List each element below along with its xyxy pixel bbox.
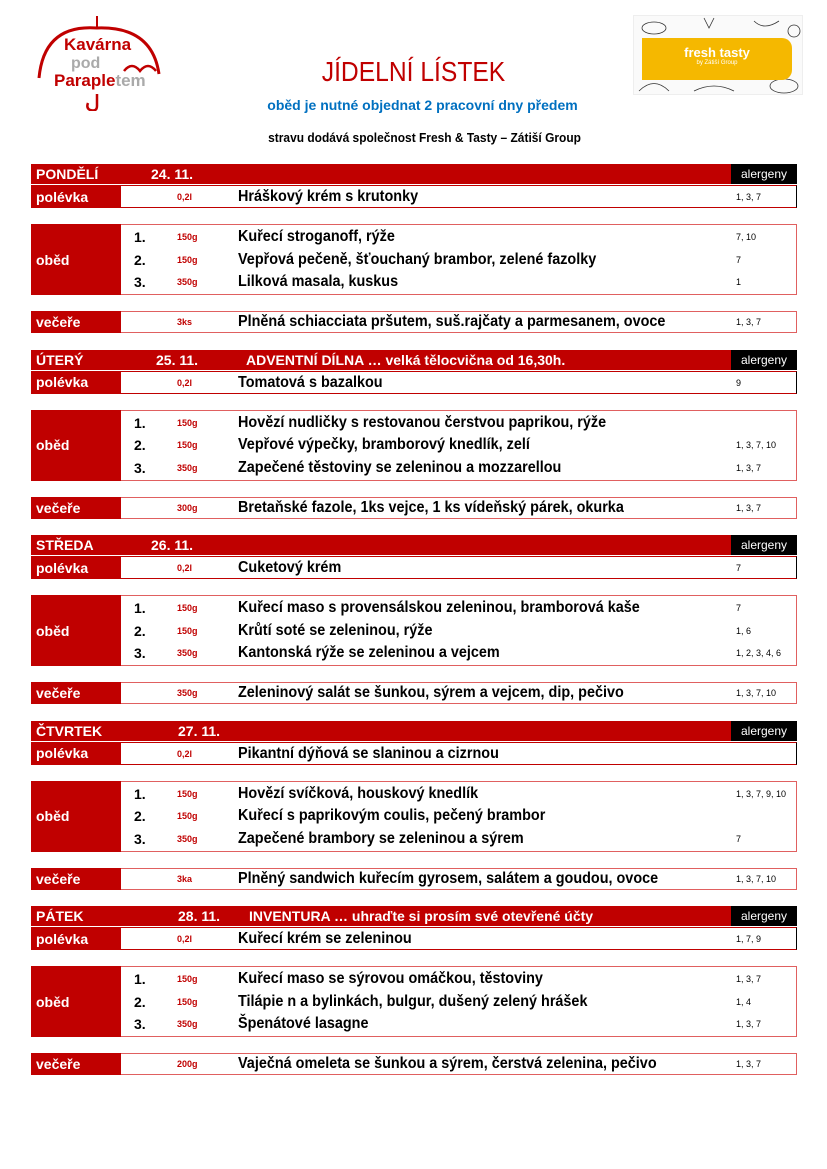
dish-name: Tilápie n a bylinkách, bulgur, dušený zelený hrášek bbox=[238, 992, 588, 1010]
portion-size: 0,2l bbox=[177, 748, 193, 759]
dish-name: Krůtí soté se zeleninou, rýže bbox=[238, 621, 433, 639]
menu-line bbox=[32, 642, 798, 664]
item-number: 3. bbox=[134, 274, 146, 290]
day-header bbox=[31, 906, 731, 926]
dish-name: Hráškový krém s krutonky bbox=[238, 188, 419, 205]
menu-line bbox=[32, 805, 798, 827]
menu-line bbox=[32, 186, 798, 208]
menu-line bbox=[32, 828, 798, 850]
order-notice: oběd je nutné objednat 2 pracovní dny předem bbox=[267, 97, 578, 113]
lunch-row bbox=[31, 966, 797, 1037]
menu-line bbox=[32, 557, 798, 579]
lunch-row bbox=[31, 224, 797, 295]
allergen-codes: 7, 10 bbox=[736, 232, 757, 242]
dish-name: Kantonská rýže se zeleninou a vejcem bbox=[238, 644, 500, 661]
day-header bbox=[31, 350, 731, 370]
day-date: 26. 11. bbox=[151, 537, 194, 553]
lunch-label: oběd bbox=[31, 224, 121, 295]
soup-row bbox=[31, 185, 797, 208]
item-number: 3. bbox=[134, 830, 146, 847]
portion-size: 150g bbox=[177, 974, 198, 984]
dish-name: Vepřová pečeně, šťouchaný brambor, zelené fazolky bbox=[238, 250, 597, 268]
lunch-row bbox=[31, 595, 797, 666]
menu-line bbox=[32, 1013, 798, 1035]
item-number: 3. bbox=[134, 645, 146, 661]
dish-name: Kuřecí maso s provensálskou zeleninou, bramborová kaše bbox=[238, 599, 640, 616]
menu-line bbox=[32, 968, 798, 990]
dish-name: Špenátové lasagne bbox=[238, 1015, 369, 1032]
dish-name: Plněná schiacciata pršutem, suš.rajčaty a parmesanem, ovoce bbox=[238, 313, 666, 330]
item-number: 3. bbox=[134, 459, 146, 476]
day-header bbox=[31, 535, 731, 555]
allergen-codes: 7 bbox=[736, 603, 742, 613]
day-date: 27. 11. bbox=[178, 722, 221, 739]
portion-size: 350g bbox=[177, 277, 198, 287]
portion-size: 150g bbox=[177, 232, 198, 242]
allergen-codes: 7 bbox=[736, 563, 742, 573]
day-header bbox=[31, 721, 731, 741]
day-name: PÁTEK bbox=[36, 908, 84, 924]
menu-line bbox=[32, 311, 798, 333]
portion-size: 300g bbox=[177, 502, 198, 513]
fresh-tasty-badge: fresh tasty by Zátiší Group bbox=[642, 38, 792, 80]
soup-label: polévka bbox=[31, 185, 121, 208]
dish-name: Zapečené těstoviny se zeleninou a mozzarellou bbox=[238, 458, 562, 476]
dish-name: Kuřecí s paprikovým coulis, pečený brambor bbox=[238, 807, 546, 824]
day-name: ÚTERÝ bbox=[36, 351, 84, 368]
menu-line bbox=[32, 783, 798, 805]
soup-row bbox=[31, 371, 797, 394]
day-date: 24. 11. bbox=[151, 166, 194, 182]
allergen-codes: 1, 2, 3, 4, 6 bbox=[736, 648, 782, 658]
allergen-codes: 1, 3, 7 bbox=[736, 502, 762, 513]
menu-line bbox=[32, 928, 798, 950]
dinner-row bbox=[31, 311, 797, 333]
portion-size: 150g bbox=[177, 603, 198, 613]
dinner-label: večeře bbox=[31, 497, 121, 519]
portion-size: 150g bbox=[177, 811, 198, 821]
portion-size: 0,2l bbox=[177, 934, 193, 944]
portion-size: 350g bbox=[177, 462, 198, 473]
allergen-codes: 1, 4 bbox=[736, 996, 752, 1007]
allergen-codes: 1, 3, 7, 10 bbox=[736, 873, 777, 884]
dinner-row bbox=[31, 682, 797, 704]
allergen-codes: 1, 3, 7 bbox=[736, 1059, 762, 1069]
soup-label: polévka bbox=[31, 927, 121, 950]
dinner-label: večeře bbox=[31, 1053, 121, 1075]
portion-size: 0,2l bbox=[177, 192, 193, 202]
menu-line bbox=[32, 434, 798, 456]
menu-line bbox=[32, 372, 798, 394]
menu-line bbox=[32, 412, 798, 434]
dish-name: Vepřové výpečky, bramborový knedlík, zelí bbox=[238, 436, 530, 453]
soup-row bbox=[31, 927, 797, 950]
dish-name: Kuřecí stroganoff, rýže bbox=[238, 228, 395, 245]
item-number: 1. bbox=[134, 600, 146, 616]
lunch-label: oběd bbox=[31, 595, 121, 666]
allergen-codes: 1, 3, 7 bbox=[736, 317, 762, 327]
allergen-codes: 1, 3, 7, 10 bbox=[736, 440, 777, 450]
portion-size: 150g bbox=[177, 996, 198, 1007]
soup-row bbox=[31, 742, 797, 765]
item-number: 2. bbox=[134, 251, 146, 268]
allergens-header: alergeny bbox=[731, 164, 797, 184]
portion-size: 0,2l bbox=[177, 377, 193, 388]
allergen-codes: 1, 3, 7 bbox=[736, 192, 762, 202]
portion-size: 150g bbox=[177, 440, 198, 450]
day-name: ČTVRTEK bbox=[36, 722, 103, 739]
allergen-codes: 1, 3, 7 bbox=[736, 974, 762, 984]
dinner-row bbox=[31, 868, 797, 890]
dish-name: Tomatová s bazalkou bbox=[238, 373, 383, 391]
menu-line bbox=[32, 743, 798, 765]
dinner-row bbox=[31, 1053, 797, 1075]
menu-line bbox=[32, 868, 798, 890]
menu-line bbox=[32, 1053, 798, 1075]
lunch-row bbox=[31, 410, 797, 481]
soup-label: polévka bbox=[31, 742, 121, 765]
allergen-codes: 1 bbox=[736, 277, 742, 287]
day-name: PONDĚLÍ bbox=[36, 166, 99, 182]
allergen-codes: 1, 7, 9 bbox=[736, 934, 762, 944]
portion-size: 350g bbox=[177, 1019, 198, 1029]
dish-name: Bretaňské fazole, 1ks vejce, 1 ks vídeňský párek, okurka bbox=[238, 498, 624, 516]
dish-name: Lilková masala, kuskus bbox=[238, 273, 399, 290]
portion-size: 0,2l bbox=[177, 563, 193, 573]
lunch-label: oběd bbox=[31, 410, 121, 481]
svg-text:Parapletem: Parapletem bbox=[54, 71, 146, 90]
portion-size: 3ka bbox=[177, 873, 193, 884]
lunch-label: oběd bbox=[31, 966, 121, 1037]
portion-size: 200g bbox=[177, 1059, 198, 1069]
day-note: INVENTURA … uhraďte si prosím své otevřené účty bbox=[249, 908, 594, 924]
portion-size: 3ks bbox=[177, 317, 193, 327]
menu-line bbox=[32, 682, 798, 704]
svg-text:Kavárna: Kavárna bbox=[64, 35, 132, 54]
item-number: 2. bbox=[134, 808, 146, 824]
soup-label: polévka bbox=[31, 371, 121, 394]
day-date: 28. 11. bbox=[178, 908, 221, 924]
menu-line bbox=[32, 457, 798, 479]
dinner-label: večeře bbox=[31, 311, 121, 333]
soup-label: polévka bbox=[31, 556, 121, 579]
day-date: 25. 11. bbox=[156, 351, 199, 368]
allergens-header: alergeny bbox=[731, 906, 797, 926]
allergens-header: alergeny bbox=[731, 721, 797, 741]
portion-size: 150g bbox=[177, 254, 198, 265]
allergen-codes: 1, 3, 7, 10 bbox=[736, 688, 777, 698]
allergens-header: alergeny bbox=[731, 535, 797, 555]
day-header bbox=[31, 164, 731, 184]
allergen-codes: 7 bbox=[736, 254, 742, 265]
day-note: ADVENTNÍ DÍLNA … velká tělocvična od 16,30h. bbox=[246, 351, 566, 368]
allergen-codes: 1, 3, 7 bbox=[736, 1019, 762, 1029]
dish-name: Hovězí svíčková, houskový knedlík bbox=[238, 784, 479, 802]
soup-row bbox=[31, 556, 797, 579]
dish-name: Zapečené brambory se zeleninou a sýrem bbox=[238, 829, 524, 847]
dish-name: Zeleninový salát se šunkou, sýrem a vejcem, dip, pečivo bbox=[238, 684, 624, 701]
item-number: 2. bbox=[134, 993, 146, 1010]
item-number: 2. bbox=[134, 622, 146, 639]
allergens-header: alergeny bbox=[731, 350, 797, 370]
allergen-codes: 1, 6 bbox=[736, 625, 752, 636]
allergen-codes: 9 bbox=[736, 377, 742, 388]
day-name: STŘEDA bbox=[36, 537, 94, 553]
allergen-codes: 1, 3, 7, 9, 10 bbox=[736, 788, 787, 799]
portion-size: 350g bbox=[177, 833, 198, 844]
dinner-label: večeře bbox=[31, 682, 121, 704]
item-number: 1. bbox=[134, 414, 146, 431]
dish-name: Pikantní dýňová se slaninou a cizrnou bbox=[238, 744, 499, 762]
portion-size: 150g bbox=[177, 625, 198, 636]
menu-line bbox=[32, 249, 798, 271]
allergen-codes: 1, 3, 7 bbox=[736, 462, 762, 473]
lunch-label: oběd bbox=[31, 781, 121, 852]
dish-name: Vaječná omeleta se šunkou a sýrem, čerstvá zelenina, pečivo bbox=[238, 1055, 657, 1072]
dish-name: Hovězí nudličky s restovanou čerstvou paprikou, rýže bbox=[238, 413, 607, 431]
menu-line bbox=[32, 991, 798, 1013]
svg-text:pod: pod bbox=[71, 55, 101, 72]
page-title: JÍDELNÍ LÍSTEK bbox=[321, 56, 506, 87]
dinner-label: večeře bbox=[31, 868, 121, 890]
supplier-note: stravu dodává společnost Fresh & Tasty – Zátiší Group bbox=[268, 130, 581, 145]
menu-line bbox=[32, 226, 798, 248]
dinner-row bbox=[31, 497, 797, 519]
menu-line bbox=[32, 597, 798, 619]
portion-size: 150g bbox=[177, 788, 198, 799]
item-number: 1. bbox=[134, 229, 146, 245]
dish-name: Cuketový krém bbox=[238, 559, 342, 576]
menu-line bbox=[32, 497, 798, 519]
menu-line bbox=[32, 271, 798, 293]
portion-size: 150g bbox=[177, 417, 198, 428]
item-number: 1. bbox=[134, 785, 146, 802]
dish-name: Kuřecí maso se sýrovou omáčkou, těstoviny bbox=[238, 970, 543, 987]
portion-size: 350g bbox=[177, 648, 198, 658]
item-number: 2. bbox=[134, 437, 146, 453]
dish-name: Kuřecí krém se zeleninou bbox=[238, 930, 412, 947]
menu-line bbox=[32, 620, 798, 642]
lunch-row bbox=[31, 781, 797, 852]
dish-name: Plněný sandwich kuřecím gyrosem, salátem a goudou, ovoce bbox=[238, 869, 659, 887]
item-number: 1. bbox=[134, 971, 146, 987]
allergen-codes: 7 bbox=[736, 833, 742, 844]
portion-size: 350g bbox=[177, 688, 198, 698]
item-number: 3. bbox=[134, 1016, 146, 1032]
